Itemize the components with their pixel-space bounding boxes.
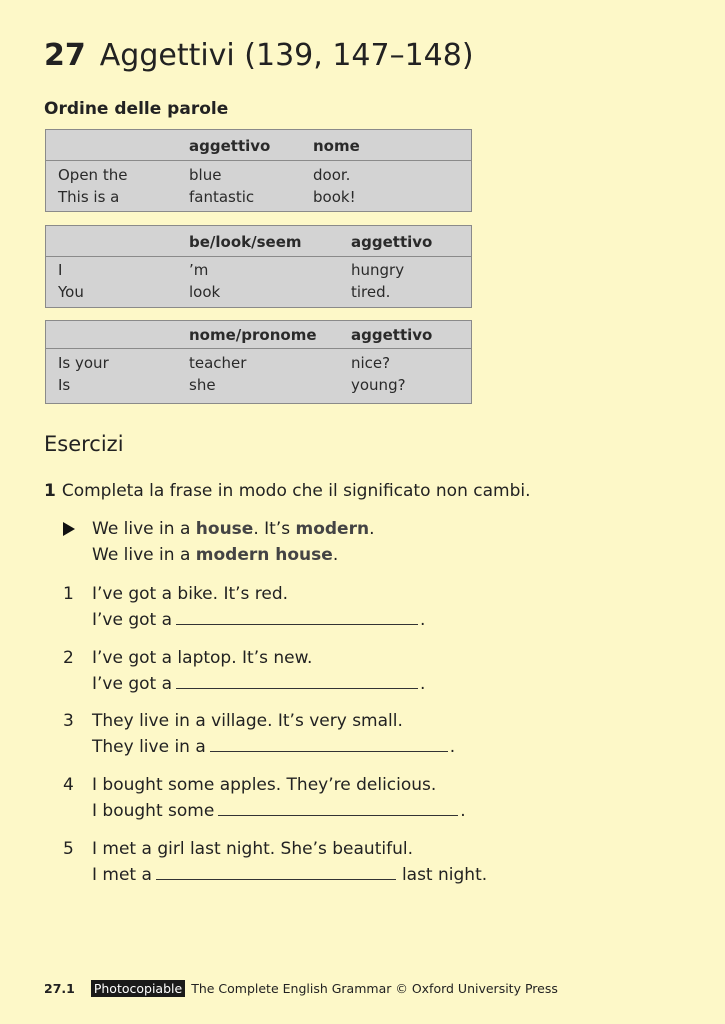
header-cell: aggettivo: [351, 233, 433, 251]
item-prompt: I’ve got a laptop. It’s new.: [92, 648, 313, 668]
answer-blank[interactable]: [156, 863, 396, 880]
table-row: [46, 166, 471, 188]
table-row: [46, 283, 471, 305]
table-cell: look: [189, 283, 221, 301]
table-header: [46, 321, 471, 349]
table-row: [46, 354, 471, 376]
answer-blank[interactable]: [176, 672, 418, 689]
item-number: 4: [63, 775, 74, 795]
table-row: [46, 188, 471, 210]
header-cell: aggettivo: [189, 137, 271, 155]
table-cell: she: [189, 376, 216, 394]
copyright-text: The Complete English Grammar © Oxford University Press: [191, 981, 558, 996]
answer-blank[interactable]: [176, 608, 418, 625]
photocopiable-badge: Photocopiable: [91, 980, 185, 997]
item-number: 3: [63, 711, 74, 731]
example-line-2: We live in a modern house.: [92, 545, 339, 565]
table-cell: tired.: [351, 283, 391, 301]
table-cell: blue: [189, 166, 222, 184]
answer-blank[interactable]: [210, 735, 448, 752]
header-cell: aggettivo: [351, 326, 433, 344]
table-cell: door.: [313, 166, 351, 184]
table-cell: Is your: [58, 354, 109, 372]
example-line-1: We live in a house. It’s modern.: [92, 519, 375, 539]
table-row: [46, 376, 471, 398]
item-answer-line: I’ve got a .: [92, 610, 426, 630]
table-header: [46, 226, 471, 257]
table-header: [46, 130, 471, 161]
item-answer-line: I met a last night.: [92, 865, 488, 885]
item-prompt: I met a girl last night. She’s beautiful.: [92, 839, 413, 859]
exercise-instruction: [44, 481, 531, 501]
exercise-number: 1: [44, 481, 56, 501]
table-cell: You: [58, 283, 84, 301]
answer-blank[interactable]: [218, 799, 458, 816]
item-answer-line: They live in a .: [92, 737, 456, 757]
word-order-table-1: [45, 129, 472, 212]
table-cell: Is: [58, 376, 71, 394]
unit-title: Aggettivi (139, 147–148): [99, 38, 474, 73]
header-cell: nome: [313, 137, 360, 155]
item-prompt: They live in a village. It’s very small.: [92, 711, 403, 731]
item-answer-line: I’ve got a .: [92, 674, 426, 694]
exercises-heading: Esercizi: [44, 432, 124, 456]
table-row: [46, 261, 471, 283]
table-cell: nice?: [351, 354, 391, 372]
item-prompt: I’ve got a bike. It’s red.: [92, 584, 289, 604]
word-order-table-3: [45, 320, 472, 404]
header-cell: nome/pronome: [189, 326, 317, 344]
page-title: [44, 36, 474, 76]
word-order-heading: Ordine delle parole: [44, 99, 229, 119]
unit-number: 27: [44, 38, 86, 73]
page-number: 27.1: [44, 981, 75, 996]
table-cell: young?: [351, 376, 406, 394]
item-number: 2: [63, 648, 74, 668]
table-cell: teacher: [189, 354, 247, 372]
table-cell: book!: [313, 188, 356, 206]
item-prompt: I bought some apples. They’re delicious.: [92, 775, 437, 795]
header-cell: be/look/seem: [189, 233, 302, 251]
play-triangle-icon: [63, 516, 83, 544]
table-cell: This is a: [58, 188, 120, 206]
table-cell: ’m: [189, 261, 209, 279]
table-cell: hungry: [351, 261, 405, 279]
page-footer: [44, 980, 558, 998]
item-number: 5: [63, 839, 74, 859]
table-cell: I: [58, 261, 63, 279]
item-number: 1: [63, 584, 74, 604]
instruction-text: Completa la frase in modo che il significato non cambi.: [61, 481, 531, 501]
word-order-table-2: [45, 225, 472, 308]
table-cell: fantastic: [189, 188, 255, 206]
item-answer-line: I bought some .: [92, 801, 466, 821]
table-cell: Open the: [58, 166, 128, 184]
